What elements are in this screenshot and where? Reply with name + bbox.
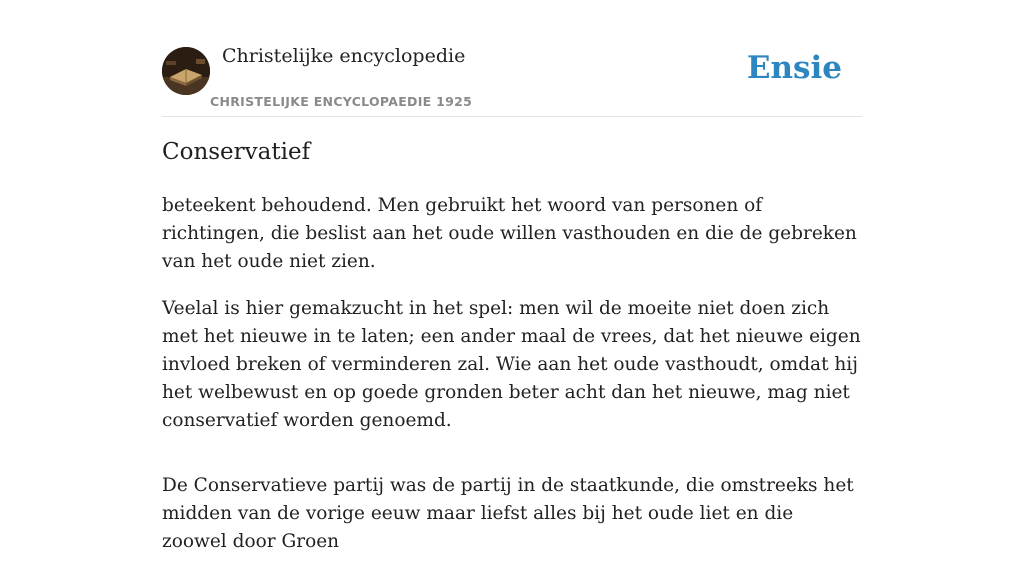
article-title: Conservatief bbox=[162, 139, 311, 165]
article-paragraph: Veelal is hier gemakzucht in het spel: men wil de moeite niet doen zich met het nieuwe in te laten; een ander maal de vrees, dat het nieuwe eigen invloed breken of verminderen zal. Wie aan het oude vasthoudt, omdat hij het welbewust en op goede gronden beter acht dan het nieuwe, mag niet conservatief worden genoemd. bbox=[162, 298, 861, 431]
article-paragraph: beteekent behoudend. Men gebruikt het woord van personen of richtingen, die beslist aan het oude willen vasthouden en die de gebreken van het oude niet zien. bbox=[162, 195, 857, 272]
book-icon bbox=[162, 47, 210, 95]
site-subtitle[interactable]: CHRISTELIJKE ENCYCLOPAEDIE 1925 bbox=[210, 94, 473, 109]
encyclopedia-avatar[interactable] bbox=[162, 47, 210, 95]
article-body bbox=[162, 192, 862, 575]
page bbox=[162, 0, 862, 552]
site-title[interactable]: Christelijke encyclopedie bbox=[222, 45, 466, 67]
site-header bbox=[162, 0, 862, 117]
ensie-logo[interactable]: Ensie bbox=[746, 50, 842, 86]
article-paragraph: De Conservatieve partij was de partij in de staatkunde, die omstreeks het midden van de vorige eeuw maar liefst alles bij het oude liet en die zoowel door Groen bbox=[162, 475, 854, 552]
